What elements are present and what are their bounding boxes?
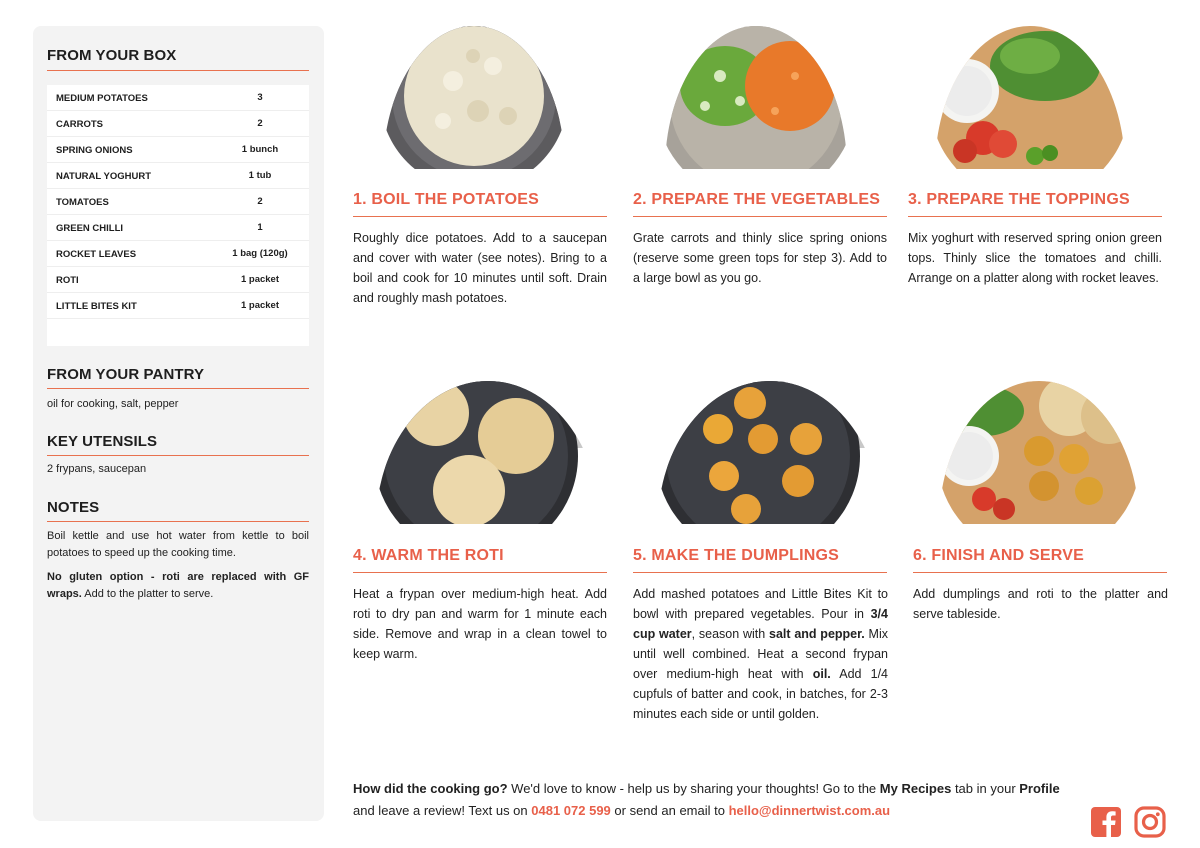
ingredient-row <box>47 137 309 163</box>
ingredient-name: ROTI <box>56 275 79 286</box>
utensils-section-title: KEY UTENSILS <box>47 433 158 450</box>
ingredient-name: SPRING ONIONS <box>56 145 133 156</box>
divider <box>47 388 309 389</box>
ingredient-qty: 2 <box>257 118 263 129</box>
divider <box>908 216 1162 217</box>
notes-section-title: NOTES <box>47 499 100 516</box>
step-1-image <box>383 26 565 169</box>
step-5-seasoning: salt and pepper. <box>769 627 865 641</box>
ingredient-name: TOMATOES <box>56 197 109 208</box>
divider <box>633 572 887 573</box>
step-3-text: Mix yoghurt with reserved spring onion green tops. Thinly slice the tomatoes and chilli. Arrange on a platter along with rocket leaves. <box>908 231 1162 285</box>
footer-text: tab in your <box>951 781 1020 796</box>
divider <box>47 521 309 522</box>
ingredient-qty: 1 tub <box>248 170 272 181</box>
step-4-image <box>376 381 600 524</box>
note-gluten <box>47 569 309 603</box>
ingredient-qty: 2 <box>257 196 263 207</box>
email-link[interactable]: hello@dinnertwist.com.au <box>728 803 891 818</box>
ingredient-qty: 1 bunch <box>241 144 279 155</box>
my-recipes-link[interactable]: My Recipes <box>879 781 952 796</box>
step-6-image <box>939 381 1139 524</box>
ingredient-qty: 1 packet <box>240 300 280 311</box>
step-1-title: 1. BOIL THE POTATOES <box>353 191 539 208</box>
utensils-text: 2 frypans, saucepan <box>47 463 147 475</box>
step-2-image <box>665 26 847 169</box>
ingredient-name: MEDIUM POTATOES <box>56 93 148 104</box>
step-4-text: Heat a frypan over medium-high heat. Add roti to dry pan and warm for 1 minute each side. Remove and wrap in a clean towel to keep warm. <box>353 587 607 661</box>
step-5-text-part: Add 1/4 cupfuls of batter and cook, in batches, for 2-3 minutes each side or until golden. <box>633 667 888 721</box>
ingredient-row <box>47 267 309 293</box>
ingredient-row <box>47 111 309 137</box>
ingredient-row <box>47 85 309 111</box>
ingredient-qty: 3 <box>257 92 263 103</box>
footer-text: and leave a review! Text us on <box>353 803 532 818</box>
ingredient-qty: 1 bag (120g) <box>232 248 288 259</box>
ingredient-name: CARROTS <box>56 119 103 130</box>
box-ingredients-table <box>47 85 309 346</box>
ingredient-name: GREEN CHILLI <box>56 223 124 234</box>
footer-text: We'd love to know - help us by sharing your thoughts! Go to the <box>507 781 880 796</box>
step-4-title: 4. WARM THE ROTI <box>353 547 504 564</box>
divider <box>353 216 607 217</box>
divider <box>47 70 309 71</box>
ingredient-name: LITTLE BITES KIT <box>56 301 137 312</box>
profile-link[interactable]: Profile <box>1019 781 1060 796</box>
step-5-text <box>633 584 888 724</box>
instagram-icon[interactable] <box>1134 806 1166 838</box>
ingredient-row <box>47 189 309 215</box>
step-3-image <box>935 26 1125 169</box>
ingredient-row <box>47 293 309 319</box>
step-5-title: 5. MAKE THE DUMPLINGS <box>633 547 839 564</box>
ingredient-name: ROCKET LEAVES <box>56 249 137 260</box>
note-kettle: Boil kettle and use hot water from kettle to boil potatoes to speed up the cooking time. <box>47 530 309 559</box>
divider <box>633 216 887 217</box>
step-5-text-part: Add mashed potatoes and Little Bites Kit to bowl with prepared vegetables. Pour in <box>633 587 888 621</box>
box-section-title: FROM YOUR BOX <box>47 47 177 64</box>
step-5-oil: oil. <box>812 667 831 681</box>
footer-question: How did the cooking go? <box>353 781 508 796</box>
review-footer <box>353 778 1073 822</box>
step-5-water: 3/4 cup water <box>633 607 888 641</box>
footer-text: or send an email to <box>610 803 729 818</box>
ingredient-name: NATURAL YOGHURT <box>56 171 151 182</box>
step-6-title: 6. FINISH AND SERVE <box>913 547 1084 564</box>
pantry-text: oil for cooking, salt, pepper <box>47 398 179 410</box>
note-gluten-rest: Add to the platter to serve. <box>81 588 214 600</box>
ingredient-row <box>47 163 309 189</box>
divider <box>913 572 1167 573</box>
ingredient-qty: 1 packet <box>240 274 280 285</box>
note-gluten-bold: No gluten option - roti are replaced with GF wraps. <box>47 571 309 600</box>
step-3-title: 3. PREPARE THE TOPPINGS <box>908 191 1130 208</box>
divider <box>353 572 607 573</box>
step-5-text-part: Mix until well combined. Heat a second frypan over medium-high heat with <box>633 627 888 681</box>
phone-link[interactable]: 0481 072 599 <box>531 803 611 818</box>
ingredients-sidebar <box>33 26 324 821</box>
step-1-text: Roughly dice potatoes. Add to a saucepan and cover with water (see notes). Bring to a boil and cook for 10 minutes until soft. Drain and roughly mash potatoes. <box>353 231 607 305</box>
facebook-icon[interactable] <box>1090 806 1122 838</box>
step-6-text: Add dumplings and roti to the platter and serve tableside. <box>913 587 1168 621</box>
step-2-title: 2. PREPARE THE VEGETABLES <box>633 191 881 208</box>
ingredient-qty: 1 <box>257 222 263 233</box>
step-2-text: Grate carrots and thinly slice spring onions (reserve some green tops for step 3). Add to a large bowl as you go. <box>633 231 887 285</box>
ingredient-row <box>47 241 309 267</box>
divider <box>47 455 309 456</box>
step-5-image <box>658 381 882 524</box>
step-5-text-part: , season with <box>691 627 769 641</box>
pantry-section-title: FROM YOUR PANTRY <box>47 366 205 383</box>
ingredient-row <box>47 215 309 241</box>
